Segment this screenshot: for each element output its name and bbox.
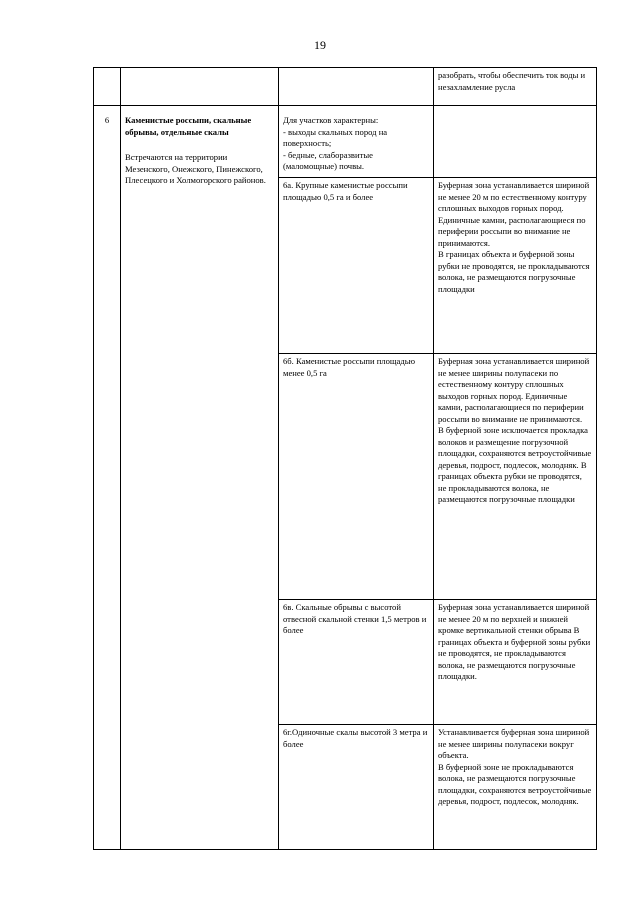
subtype-name-cell (279, 600, 434, 725)
subtype-cell-empty (279, 68, 434, 106)
number-cell-empty (94, 68, 121, 106)
characteristics-item: - выходы скальных пород на поверхность; (283, 126, 388, 148)
object-region: Встречаются на территории Мезенского, Онежского, Пинежского, Плесецкого и Холмогорского районов. (125, 152, 266, 185)
subtype-rule: Буферная зона устанавливается шириной не менее 20 м по естественному контуру сплошных выходов горных пород. Единичные камни, располагающиеся по периферии россыпи во внимание не принимаются. В границах объекта и буферной зоны рубки не проводятся, не прокладываются волока, не размещаются погрузочные площадки (438, 180, 590, 294)
subtype-name-cell (279, 178, 434, 354)
subtype-rule: Буферная зона устанавливается шириной не менее ширины полупасеки по естественному контуру сплошных выходов горных пород. Единичные камни, располагающиеся по периферии россыпи во внимание не принимаются. В буферной зоне исключается прокладка волоков и размещение погрузочной площадки, сохраняются ветроустойчивые деревья, подрост, подлесок, молодняк. В границах объекта рубки не проводятся, не прокладываются волока, не размещаются погрузочные площадки (438, 356, 592, 504)
subtype-name: 6в. Скальные обрывы с высотой отвесной скальной стенки 1,5 метров и более (283, 602, 427, 635)
row-number: 6 (94, 106, 121, 850)
characteristics-heading: Для участков характерны: (283, 115, 379, 125)
subtype-name: 6а. Крупные каменистые россыпи площадью 0,5 га и более (283, 180, 408, 202)
subtype-rule-cell (434, 600, 597, 725)
subtype-name: 6б. Каменистые россыпи площадью менее 0,5 га (283, 356, 416, 378)
subtype-name: 6г.Одиночные скалы высотой 3 метра и более (283, 727, 428, 749)
continuation-row (94, 68, 597, 106)
subtype-rule-cell (434, 178, 597, 354)
continuation-rule-text: разобрать, чтобы обеспечить ток воды и незахламление русла (438, 70, 586, 92)
subtype-rule-cell (434, 354, 597, 600)
object-title: Каменистые россыпи, скальные обрывы, отдельные скалы (125, 115, 252, 137)
object-cell-empty (121, 68, 279, 106)
page-number: 19 (314, 38, 326, 52)
subtype-name-cell (279, 354, 434, 600)
table-row (94, 106, 597, 178)
subtype-rule: Буферная зона устанавливается шириной не менее 20 м по верхней и нижней кромке вертикальной стенки обрыва В границах объекта и буферной зоны рубки не проводятся, не прокладываются волока, не размещаются погрузочные площадки. (438, 602, 591, 681)
characteristics-item: - бедные, слаборазвитые (маломощные) почвы. (283, 149, 373, 171)
subtype-rule: Устанавливается буферная зона шириной не менее ширины полупасеки вокруг объекта. В буферной зоне не прокладываются волока, не размещаются погрузочные площадки, сохраняются ветроустойчивые деревья, подрост, подлесок, молодняк. (438, 727, 592, 806)
subtype-rule-cell (434, 725, 597, 850)
characteristics-cell (279, 106, 434, 178)
continuation-rule-cell (434, 68, 597, 106)
subtype-name-cell (279, 725, 434, 850)
regulation-table (93, 67, 597, 850)
object-cell (121, 106, 279, 850)
characteristics-rule-cell-empty (434, 106, 597, 178)
